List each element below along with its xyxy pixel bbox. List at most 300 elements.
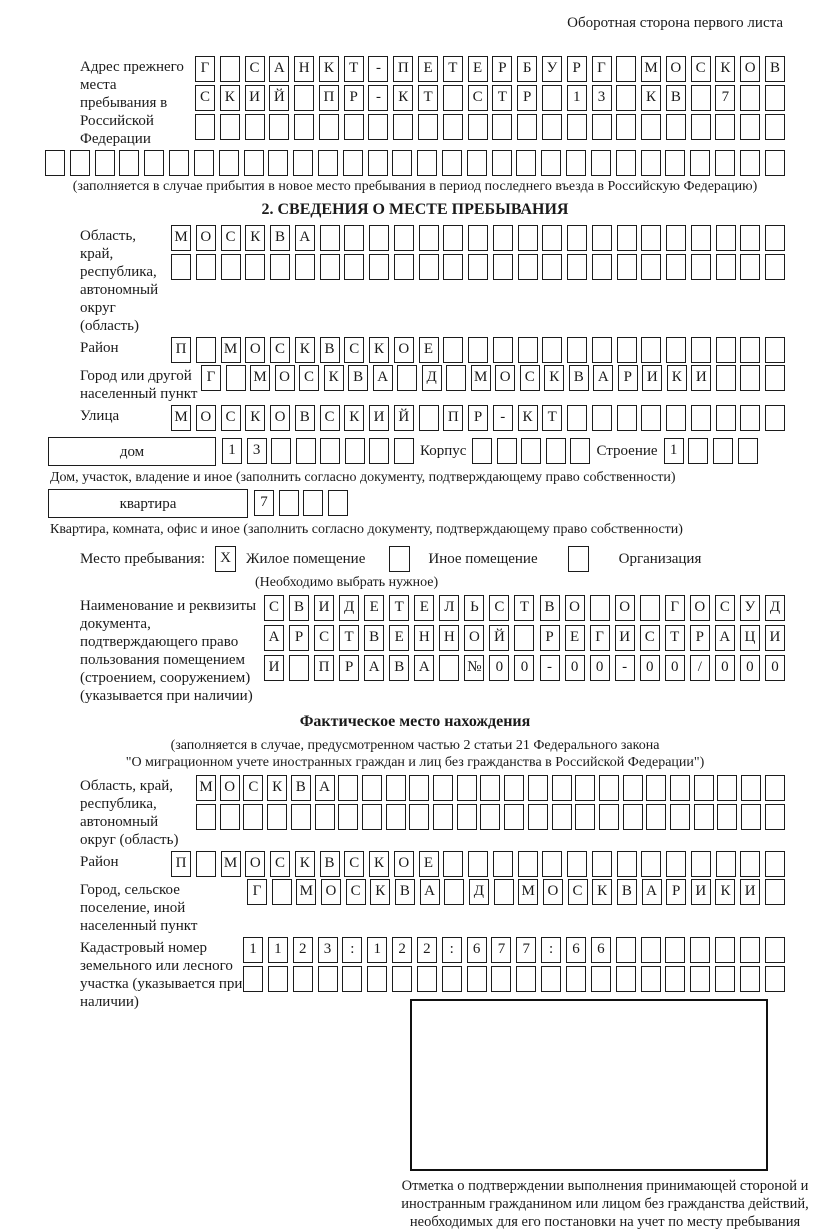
char-cell[interactable]: [715, 114, 735, 140]
char-cell[interactable]: И: [740, 879, 760, 905]
char-cell[interactable]: А: [364, 655, 384, 681]
char-cell[interactable]: [397, 365, 417, 391]
char-cell[interactable]: О: [394, 337, 414, 363]
char-cell[interactable]: [492, 114, 512, 140]
char-cell[interactable]: К: [715, 879, 735, 905]
char-cell[interactable]: [467, 966, 487, 992]
char-cell[interactable]: [715, 150, 735, 176]
char-cell[interactable]: [443, 85, 463, 111]
char-cell[interactable]: [491, 966, 511, 992]
char-cell[interactable]: [740, 85, 760, 111]
char-cell[interactable]: [665, 150, 685, 176]
char-cell[interactable]: С: [715, 595, 735, 621]
char-cell[interactable]: [670, 804, 690, 830]
char-cell[interactable]: [691, 85, 711, 111]
char-cell[interactable]: [641, 225, 661, 251]
char-cell[interactable]: [765, 225, 785, 251]
char-cell[interactable]: [741, 775, 761, 801]
char-cell[interactable]: О: [690, 595, 710, 621]
char-cell[interactable]: [716, 337, 736, 363]
char-cell[interactable]: [492, 150, 512, 176]
char-cell[interactable]: К: [641, 85, 661, 111]
char-cell[interactable]: Г: [247, 879, 267, 905]
char-cell[interactable]: [765, 851, 785, 877]
char-cell[interactable]: [765, 937, 785, 963]
char-cell[interactable]: [691, 254, 711, 280]
char-cell[interactable]: [717, 804, 737, 830]
char-cell[interactable]: С: [320, 405, 340, 431]
char-cell[interactable]: С: [270, 337, 290, 363]
char-cell[interactable]: 3: [592, 85, 612, 111]
char-cell[interactable]: /: [690, 655, 710, 681]
char-cell[interactable]: [521, 438, 541, 464]
char-cell[interactable]: 7: [516, 937, 536, 963]
char-cell[interactable]: [616, 114, 636, 140]
char-cell[interactable]: [362, 775, 382, 801]
char-cell[interactable]: [716, 851, 736, 877]
char-cell[interactable]: Д: [469, 879, 489, 905]
char-cell[interactable]: [392, 150, 412, 176]
char-cell[interactable]: [691, 225, 711, 251]
char-cell[interactable]: А: [715, 625, 735, 651]
char-cell[interactable]: П: [314, 655, 334, 681]
char-cell[interactable]: К: [592, 879, 612, 905]
char-cell[interactable]: М: [221, 851, 241, 877]
char-cell[interactable]: [394, 254, 414, 280]
char-cell[interactable]: [546, 438, 566, 464]
char-cell[interactable]: С: [691, 56, 711, 82]
char-cell[interactable]: -: [540, 655, 560, 681]
char-cell[interactable]: 0: [765, 655, 785, 681]
char-cell[interactable]: К: [370, 879, 390, 905]
char-cell[interactable]: [646, 775, 666, 801]
char-cell[interactable]: [738, 438, 758, 464]
char-cell[interactable]: Р: [492, 56, 512, 82]
char-cell[interactable]: [409, 804, 429, 830]
char-cell[interactable]: М: [171, 225, 191, 251]
char-cell[interactable]: [691, 405, 711, 431]
char-cell[interactable]: [567, 405, 587, 431]
char-cell[interactable]: 2: [293, 937, 313, 963]
char-cell[interactable]: [694, 804, 714, 830]
char-cell[interactable]: -: [615, 655, 635, 681]
char-cell[interactable]: [592, 851, 612, 877]
char-cell[interactable]: С: [245, 56, 265, 82]
char-cell[interactable]: [493, 851, 513, 877]
char-cell[interactable]: [514, 625, 534, 651]
char-cell[interactable]: В: [364, 625, 384, 651]
char-cell[interactable]: К: [295, 337, 315, 363]
char-cell[interactable]: Н: [294, 56, 314, 82]
char-cell[interactable]: С: [344, 337, 364, 363]
char-cell[interactable]: М: [250, 365, 270, 391]
char-cell[interactable]: [318, 966, 338, 992]
char-cell[interactable]: [592, 337, 612, 363]
char-cell[interactable]: 0: [514, 655, 534, 681]
char-cell[interactable]: 6: [591, 937, 611, 963]
char-cell[interactable]: Л: [439, 595, 459, 621]
char-cell[interactable]: [467, 150, 487, 176]
char-cell[interactable]: [599, 775, 619, 801]
char-cell[interactable]: О: [220, 775, 240, 801]
char-cell[interactable]: №: [464, 655, 484, 681]
char-cell[interactable]: [616, 56, 636, 82]
char-cell[interactable]: [472, 438, 492, 464]
char-cell[interactable]: [328, 490, 348, 516]
char-cell[interactable]: [715, 937, 735, 963]
char-cell[interactable]: П: [171, 851, 191, 877]
char-cell[interactable]: К: [369, 337, 389, 363]
char-cell[interactable]: [245, 254, 265, 280]
char-cell[interactable]: [442, 966, 462, 992]
char-cell[interactable]: [567, 254, 587, 280]
char-cell[interactable]: К: [324, 365, 344, 391]
char-cell[interactable]: [740, 937, 760, 963]
char-cell[interactable]: 0: [715, 655, 735, 681]
char-cell[interactable]: О: [321, 879, 341, 905]
char-cell[interactable]: [392, 966, 412, 992]
char-cell[interactable]: Р: [666, 879, 686, 905]
char-cell[interactable]: [443, 851, 463, 877]
char-cell[interactable]: [765, 85, 785, 111]
char-cell[interactable]: [409, 775, 429, 801]
char-cell[interactable]: С: [640, 625, 660, 651]
char-cell[interactable]: П: [393, 56, 413, 82]
char-cell[interactable]: Т: [514, 595, 534, 621]
char-cell[interactable]: [468, 851, 488, 877]
checkbox-inoe[interactable]: [389, 546, 410, 572]
char-cell[interactable]: [417, 966, 437, 992]
char-cell[interactable]: [691, 851, 711, 877]
char-cell[interactable]: С: [314, 625, 334, 651]
char-cell[interactable]: 0: [565, 655, 585, 681]
char-cell[interactable]: -: [368, 56, 388, 82]
char-cell[interactable]: [303, 490, 323, 516]
char-cell[interactable]: [765, 804, 785, 830]
char-cell[interactable]: [617, 851, 637, 877]
char-cell[interactable]: [552, 804, 572, 830]
char-cell[interactable]: [567, 851, 587, 877]
char-cell[interactable]: С: [344, 851, 364, 877]
char-cell[interactable]: В: [765, 56, 785, 82]
char-cell[interactable]: Ц: [740, 625, 760, 651]
char-cell[interactable]: С: [346, 879, 366, 905]
char-cell[interactable]: [567, 114, 587, 140]
char-cell[interactable]: 1: [367, 937, 387, 963]
char-cell[interactable]: Р: [289, 625, 309, 651]
char-cell[interactable]: Г: [195, 56, 215, 82]
char-cell[interactable]: И: [369, 405, 389, 431]
char-cell[interactable]: [575, 775, 595, 801]
char-cell[interactable]: [552, 775, 572, 801]
char-cell[interactable]: [740, 114, 760, 140]
char-cell[interactable]: [417, 150, 437, 176]
char-cell[interactable]: [717, 775, 737, 801]
char-cell[interactable]: [195, 114, 215, 140]
char-cell[interactable]: Р: [517, 85, 537, 111]
char-cell[interactable]: К: [220, 85, 240, 111]
char-cell[interactable]: Р: [567, 56, 587, 82]
char-cell[interactable]: 1: [567, 85, 587, 111]
char-cell[interactable]: [320, 254, 340, 280]
char-cell[interactable]: Т: [389, 595, 409, 621]
char-cell[interactable]: [592, 114, 612, 140]
char-cell[interactable]: К: [267, 775, 287, 801]
char-cell[interactable]: :: [342, 937, 362, 963]
char-cell[interactable]: Й: [394, 405, 414, 431]
char-cell[interactable]: [219, 150, 239, 176]
char-cell[interactable]: В: [270, 225, 290, 251]
char-cell[interactable]: [765, 254, 785, 280]
char-cell[interactable]: [226, 365, 246, 391]
char-cell[interactable]: В: [395, 879, 415, 905]
char-cell[interactable]: К: [344, 405, 364, 431]
char-cell[interactable]: 3: [318, 937, 338, 963]
char-cell[interactable]: Г: [201, 365, 221, 391]
char-cell[interactable]: 1: [222, 438, 242, 464]
char-cell[interactable]: Р: [690, 625, 710, 651]
char-cell[interactable]: О: [270, 405, 290, 431]
char-cell[interactable]: [369, 438, 389, 464]
char-cell[interactable]: П: [443, 405, 463, 431]
char-cell[interactable]: [694, 775, 714, 801]
char-cell[interactable]: Г: [592, 56, 612, 82]
char-cell[interactable]: [493, 225, 513, 251]
char-cell[interactable]: [688, 438, 708, 464]
char-cell[interactable]: [740, 365, 760, 391]
char-cell[interactable]: И: [642, 365, 662, 391]
char-cell[interactable]: [542, 114, 562, 140]
char-cell[interactable]: Г: [590, 625, 610, 651]
char-cell[interactable]: [518, 254, 538, 280]
char-cell[interactable]: 1: [243, 937, 263, 963]
char-cell[interactable]: [640, 595, 660, 621]
checkbox-org[interactable]: [568, 546, 589, 572]
char-cell[interactable]: А: [373, 365, 393, 391]
char-cell[interactable]: [271, 438, 291, 464]
char-cell[interactable]: М: [221, 337, 241, 363]
char-cell[interactable]: [267, 804, 287, 830]
char-cell[interactable]: С: [299, 365, 319, 391]
char-cell[interactable]: [368, 114, 388, 140]
char-cell[interactable]: М: [641, 56, 661, 82]
char-cell[interactable]: [542, 851, 562, 877]
char-cell[interactable]: В: [295, 405, 315, 431]
char-cell[interactable]: [665, 937, 685, 963]
char-cell[interactable]: О: [245, 337, 265, 363]
char-cell[interactable]: 2: [392, 937, 412, 963]
char-cell[interactable]: О: [543, 879, 563, 905]
char-cell[interactable]: [295, 254, 315, 280]
char-cell[interactable]: [220, 114, 240, 140]
char-cell[interactable]: [433, 775, 453, 801]
char-cell[interactable]: [196, 254, 216, 280]
char-cell[interactable]: [243, 804, 263, 830]
char-cell[interactable]: [439, 655, 459, 681]
char-cell[interactable]: [542, 225, 562, 251]
char-cell[interactable]: [245, 114, 265, 140]
char-cell[interactable]: [293, 150, 313, 176]
char-cell[interactable]: [517, 114, 537, 140]
char-cell[interactable]: [318, 150, 338, 176]
char-cell[interactable]: М: [518, 879, 538, 905]
char-cell[interactable]: [566, 966, 586, 992]
char-cell[interactable]: 7: [715, 85, 735, 111]
char-cell[interactable]: С: [264, 595, 284, 621]
char-cell[interactable]: -: [368, 85, 388, 111]
char-cell[interactable]: П: [171, 337, 191, 363]
char-cell[interactable]: :: [541, 937, 561, 963]
char-cell[interactable]: [367, 966, 387, 992]
char-cell[interactable]: В: [291, 775, 311, 801]
char-cell[interactable]: Д: [765, 595, 785, 621]
char-cell[interactable]: К: [245, 405, 265, 431]
char-cell[interactable]: Н: [414, 625, 434, 651]
char-cell[interactable]: [444, 879, 464, 905]
char-cell[interactable]: [617, 225, 637, 251]
char-cell[interactable]: Е: [389, 625, 409, 651]
char-cell[interactable]: [590, 595, 610, 621]
char-cell[interactable]: В: [289, 595, 309, 621]
char-cell[interactable]: [518, 225, 538, 251]
char-cell[interactable]: Е: [565, 625, 585, 651]
char-cell[interactable]: [741, 804, 761, 830]
char-cell[interactable]: Й: [269, 85, 289, 111]
char-cell[interactable]: А: [414, 655, 434, 681]
char-cell[interactable]: С: [270, 851, 290, 877]
char-cell[interactable]: [616, 85, 636, 111]
char-cell[interactable]: [616, 150, 636, 176]
char-cell[interactable]: [468, 337, 488, 363]
char-cell[interactable]: И: [691, 879, 711, 905]
char-cell[interactable]: [196, 851, 216, 877]
char-cell[interactable]: А: [420, 879, 440, 905]
char-cell[interactable]: [542, 254, 562, 280]
char-cell[interactable]: [386, 775, 406, 801]
char-cell[interactable]: [641, 114, 661, 140]
char-cell[interactable]: [443, 337, 463, 363]
char-cell[interactable]: С: [568, 879, 588, 905]
char-cell[interactable]: [369, 254, 389, 280]
char-cell[interactable]: Д: [422, 365, 442, 391]
char-cell[interactable]: [641, 851, 661, 877]
char-cell[interactable]: А: [315, 775, 335, 801]
char-cell[interactable]: [516, 150, 536, 176]
char-cell[interactable]: С: [243, 775, 263, 801]
char-cell[interactable]: [433, 804, 453, 830]
char-cell[interactable]: О: [394, 851, 414, 877]
char-cell[interactable]: [468, 225, 488, 251]
char-cell[interactable]: 1: [268, 937, 288, 963]
char-cell[interactable]: К: [319, 56, 339, 82]
char-cell[interactable]: В: [320, 851, 340, 877]
char-cell[interactable]: М: [471, 365, 491, 391]
char-cell[interactable]: О: [196, 225, 216, 251]
char-cell[interactable]: [442, 150, 462, 176]
char-cell[interactable]: 0: [665, 655, 685, 681]
char-cell[interactable]: [270, 254, 290, 280]
char-cell[interactable]: [740, 337, 760, 363]
char-cell[interactable]: [504, 775, 524, 801]
char-cell[interactable]: Т: [665, 625, 685, 651]
char-cell[interactable]: Е: [468, 56, 488, 82]
char-cell[interactable]: [623, 804, 643, 830]
char-cell[interactable]: [289, 655, 309, 681]
char-cell[interactable]: А: [264, 625, 284, 651]
char-cell[interactable]: [740, 225, 760, 251]
char-cell[interactable]: О: [495, 365, 515, 391]
char-cell[interactable]: [541, 966, 561, 992]
char-cell[interactable]: [765, 879, 785, 905]
char-cell[interactable]: К: [245, 225, 265, 251]
char-cell[interactable]: О: [464, 625, 484, 651]
char-cell[interactable]: [567, 225, 587, 251]
char-cell[interactable]: [592, 225, 612, 251]
char-cell[interactable]: И: [245, 85, 265, 111]
char-cell[interactable]: [171, 254, 191, 280]
char-cell[interactable]: [95, 150, 115, 176]
char-cell[interactable]: [369, 225, 389, 251]
char-cell[interactable]: [272, 879, 292, 905]
char-cell[interactable]: [394, 225, 414, 251]
char-cell[interactable]: [386, 804, 406, 830]
char-cell[interactable]: М: [296, 879, 316, 905]
char-cell[interactable]: [716, 405, 736, 431]
char-cell[interactable]: [291, 804, 311, 830]
char-cell[interactable]: [641, 337, 661, 363]
char-cell[interactable]: М: [196, 775, 216, 801]
char-cell[interactable]: [690, 966, 710, 992]
char-cell[interactable]: И: [314, 595, 334, 621]
char-cell[interactable]: В: [348, 365, 368, 391]
char-cell[interactable]: [342, 966, 362, 992]
char-cell[interactable]: П: [319, 85, 339, 111]
char-cell[interactable]: О: [196, 405, 216, 431]
char-cell[interactable]: [393, 114, 413, 140]
char-cell[interactable]: [144, 150, 164, 176]
char-cell[interactable]: [740, 150, 760, 176]
char-cell[interactable]: [268, 966, 288, 992]
char-cell[interactable]: [194, 150, 214, 176]
char-cell[interactable]: [368, 150, 388, 176]
char-cell[interactable]: [690, 150, 710, 176]
char-cell[interactable]: [468, 254, 488, 280]
char-cell[interactable]: [691, 337, 711, 363]
char-cell[interactable]: [293, 966, 313, 992]
char-cell[interactable]: К: [518, 405, 538, 431]
char-cell[interactable]: [765, 405, 785, 431]
char-cell[interactable]: [666, 254, 686, 280]
char-cell[interactable]: [497, 438, 517, 464]
char-cell[interactable]: [740, 254, 760, 280]
char-cell[interactable]: [765, 365, 785, 391]
char-cell[interactable]: [243, 966, 263, 992]
char-cell[interactable]: [418, 114, 438, 140]
char-cell[interactable]: [457, 775, 477, 801]
char-cell[interactable]: Т: [339, 625, 359, 651]
char-cell[interactable]: Е: [419, 851, 439, 877]
char-cell[interactable]: [394, 438, 414, 464]
char-cell[interactable]: [666, 851, 686, 877]
char-cell[interactable]: О: [666, 56, 686, 82]
char-cell[interactable]: [315, 804, 335, 830]
char-cell[interactable]: [740, 405, 760, 431]
char-cell[interactable]: [221, 254, 241, 280]
char-cell[interactable]: В: [540, 595, 560, 621]
char-cell[interactable]: Е: [414, 595, 434, 621]
char-cell[interactable]: В: [569, 365, 589, 391]
char-cell[interactable]: Т: [418, 85, 438, 111]
